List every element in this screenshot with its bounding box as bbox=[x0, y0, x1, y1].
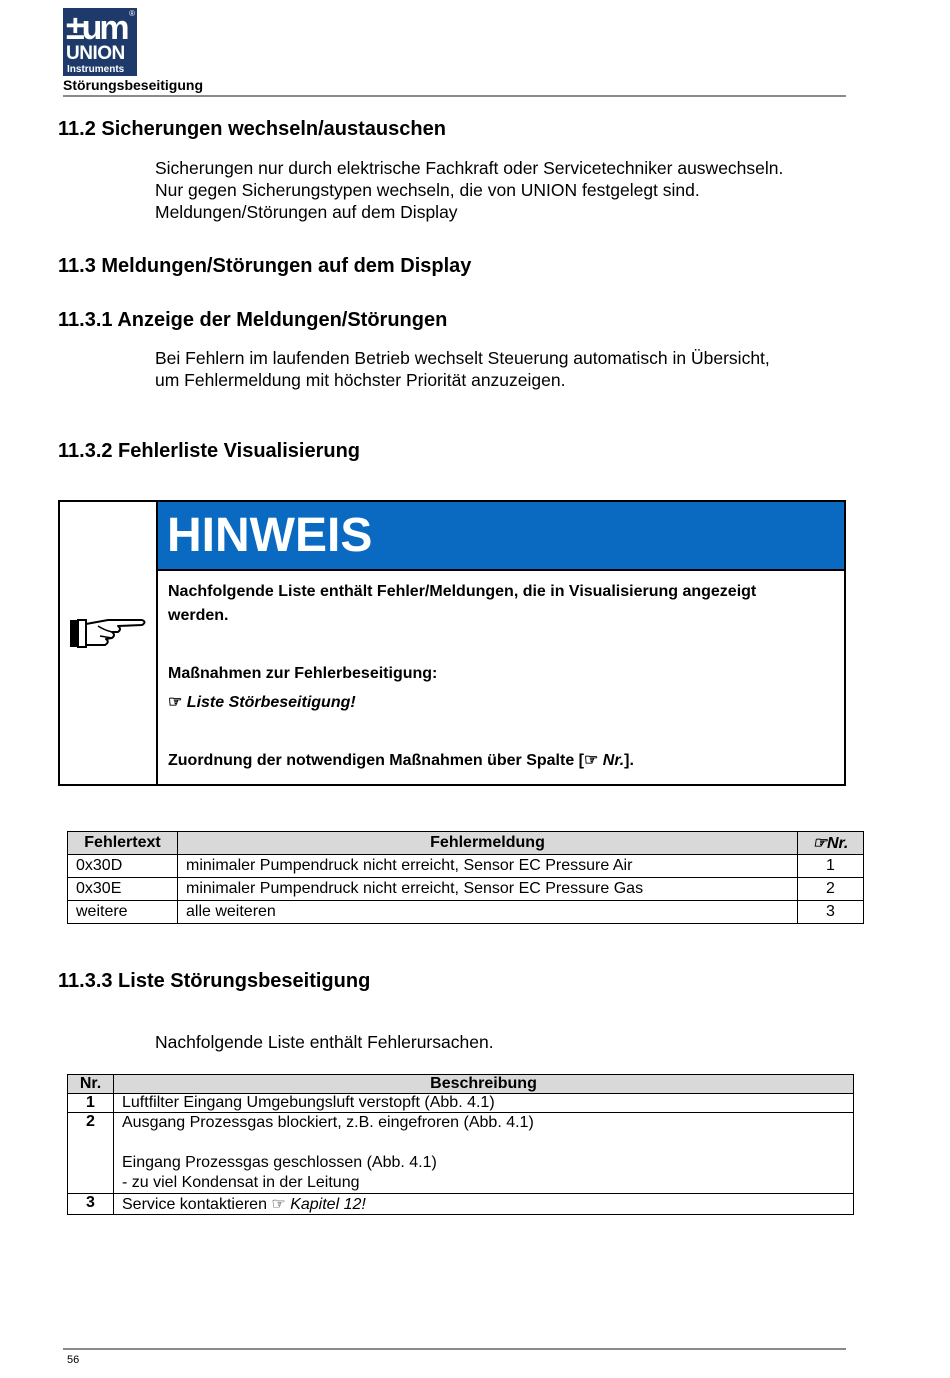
pointing-finger-icon: ☞ bbox=[812, 835, 827, 852]
error-message: alle weiteren bbox=[178, 901, 798, 924]
table-row bbox=[68, 855, 864, 878]
fix-reference: Kapitel 12! bbox=[290, 1196, 366, 1213]
table-row bbox=[68, 878, 864, 901]
assignment-text: Zuordnung der notwendigen Maßnahmen über Spalte [ bbox=[168, 752, 584, 769]
error-code: 0x30E bbox=[68, 878, 178, 901]
pointing-finger-icon: ☞ bbox=[271, 1196, 286, 1213]
logo-registered: ® bbox=[129, 9, 135, 18]
column-header: Nr. bbox=[68, 1075, 114, 1094]
hinweis-notice-box bbox=[58, 500, 846, 786]
fix-text: Service kontaktieren bbox=[122, 1196, 272, 1213]
paragraph-11-3-3: Nachfolgende Liste enthält Fehlerursachen. bbox=[155, 1032, 494, 1052]
fix-line: Ausgang Prozessgas blockiert, z.B. eingefroren (Abb. 4.1) bbox=[122, 1114, 534, 1131]
pointing-hand-icon bbox=[68, 612, 148, 652]
column-header: Beschreibung bbox=[114, 1075, 854, 1094]
hinweis-measures-label: Maßnahmen zur Fehlerbeseitigung: bbox=[168, 665, 438, 682]
table-row bbox=[68, 1113, 854, 1194]
hinweis-reference-text: Liste Störbeseitigung! bbox=[186, 694, 356, 711]
logo-mark: ±um bbox=[66, 9, 127, 47]
fix-description bbox=[114, 1113, 854, 1194]
fix-line-blank bbox=[122, 1133, 845, 1153]
error-message: minimaler Pumpendruck nicht erreicht, Sensor EC Pressure Air bbox=[178, 855, 798, 878]
paragraph-line: Meldungen/Störungen auf dem Display bbox=[155, 202, 458, 222]
error-nr: 2 bbox=[798, 878, 864, 901]
hinweis-assignment bbox=[168, 749, 832, 773]
troubleshooting-table bbox=[67, 1074, 854, 1215]
column-header: Fehlermeldung bbox=[178, 832, 798, 855]
error-nr: 3 bbox=[798, 901, 864, 924]
page-number: 56 bbox=[67, 1354, 80, 1366]
assignment-ref: Nr. bbox=[602, 752, 625, 769]
hinweis-line: werden. bbox=[168, 607, 229, 624]
heading-11-3: 11.3 Meldungen/Störungen auf dem Display bbox=[58, 255, 472, 277]
paragraph-line: Sicherungen nur durch elektrische Fachkraft oder Servicetechniker auswechseln. bbox=[155, 158, 784, 178]
column-header bbox=[798, 832, 864, 855]
paragraph-11-3-1 bbox=[155, 347, 770, 391]
union-instruments-logo bbox=[63, 8, 137, 76]
error-list-table bbox=[67, 831, 864, 924]
table-row bbox=[68, 901, 864, 924]
fix-nr: 3 bbox=[68, 1194, 114, 1215]
hinweis-line: Nachfolgende Liste enthält Fehler/Meldungen, die in Visualisierung angezeigt bbox=[168, 583, 757, 600]
paragraph-line: Bei Fehlern im laufenden Betrieb wechselt Steuerung automatisch in Übersicht, bbox=[155, 348, 770, 368]
logo-name: UNION bbox=[66, 43, 125, 64]
fix-description: Luftfilter Eingang Umgebungsluft verstopft (Abb. 4.1) bbox=[114, 1094, 854, 1113]
hinweis-icon-cell bbox=[60, 502, 158, 784]
hinweis-text bbox=[168, 580, 832, 628]
fix-line: Eingang Prozessgas geschlossen (Abb. 4.1) bbox=[122, 1154, 437, 1171]
footer-rule bbox=[63, 1348, 846, 1350]
table-header-row bbox=[68, 1075, 854, 1094]
heading-11-3-2: 11.3.2 Fehlerliste Visualisierung bbox=[58, 440, 361, 462]
error-code: weitere bbox=[68, 901, 178, 924]
hinweis-banner bbox=[158, 502, 844, 571]
table-header-row bbox=[68, 832, 864, 855]
header-rule bbox=[63, 95, 846, 97]
hinweis-reference bbox=[168, 691, 832, 715]
heading-11-3-3: 11.3.3 Liste Störungsbeseitigung bbox=[58, 970, 371, 992]
logo-subtitle: Instruments bbox=[67, 64, 125, 75]
assignment-end: ]. bbox=[624, 752, 634, 769]
fix-nr: 1 bbox=[68, 1094, 114, 1113]
hinweis-title: HINWEIS bbox=[167, 509, 373, 562]
error-nr: 1 bbox=[798, 855, 864, 878]
heading-11-3-1: 11.3.1 Anzeige der Meldungen/Störungen bbox=[58, 309, 448, 331]
heading-11-2: 11.2 Sicherungen wechseln/austauschen bbox=[58, 118, 446, 140]
table-row bbox=[68, 1194, 854, 1215]
header-title: Störungsbeseitigung bbox=[63, 77, 203, 93]
fix-description bbox=[114, 1194, 854, 1215]
paragraph-line: um Fehlermeldung mit höchster Priorität anzuzeigen. bbox=[155, 370, 566, 390]
error-code: 0x30D bbox=[68, 855, 178, 878]
error-message: minimaler Pumpendruck nicht erreicht, Sensor EC Pressure Gas bbox=[178, 878, 798, 901]
column-header-label: Nr. bbox=[827, 835, 849, 852]
pointing-finger-icon: ☞ bbox=[584, 752, 599, 769]
fix-line: - zu viel Kondensat in der Leitung bbox=[122, 1174, 360, 1191]
fix-nr: 2 bbox=[68, 1113, 114, 1194]
column-header: Fehlertext bbox=[68, 832, 178, 855]
table-row bbox=[68, 1094, 854, 1113]
pointing-finger-icon: ☞ bbox=[168, 694, 183, 711]
paragraph-11-2 bbox=[155, 157, 783, 223]
paragraph-line: Nur gegen Sicherungstypen wechseln, die von UNION festgelegt sind. bbox=[155, 180, 700, 200]
